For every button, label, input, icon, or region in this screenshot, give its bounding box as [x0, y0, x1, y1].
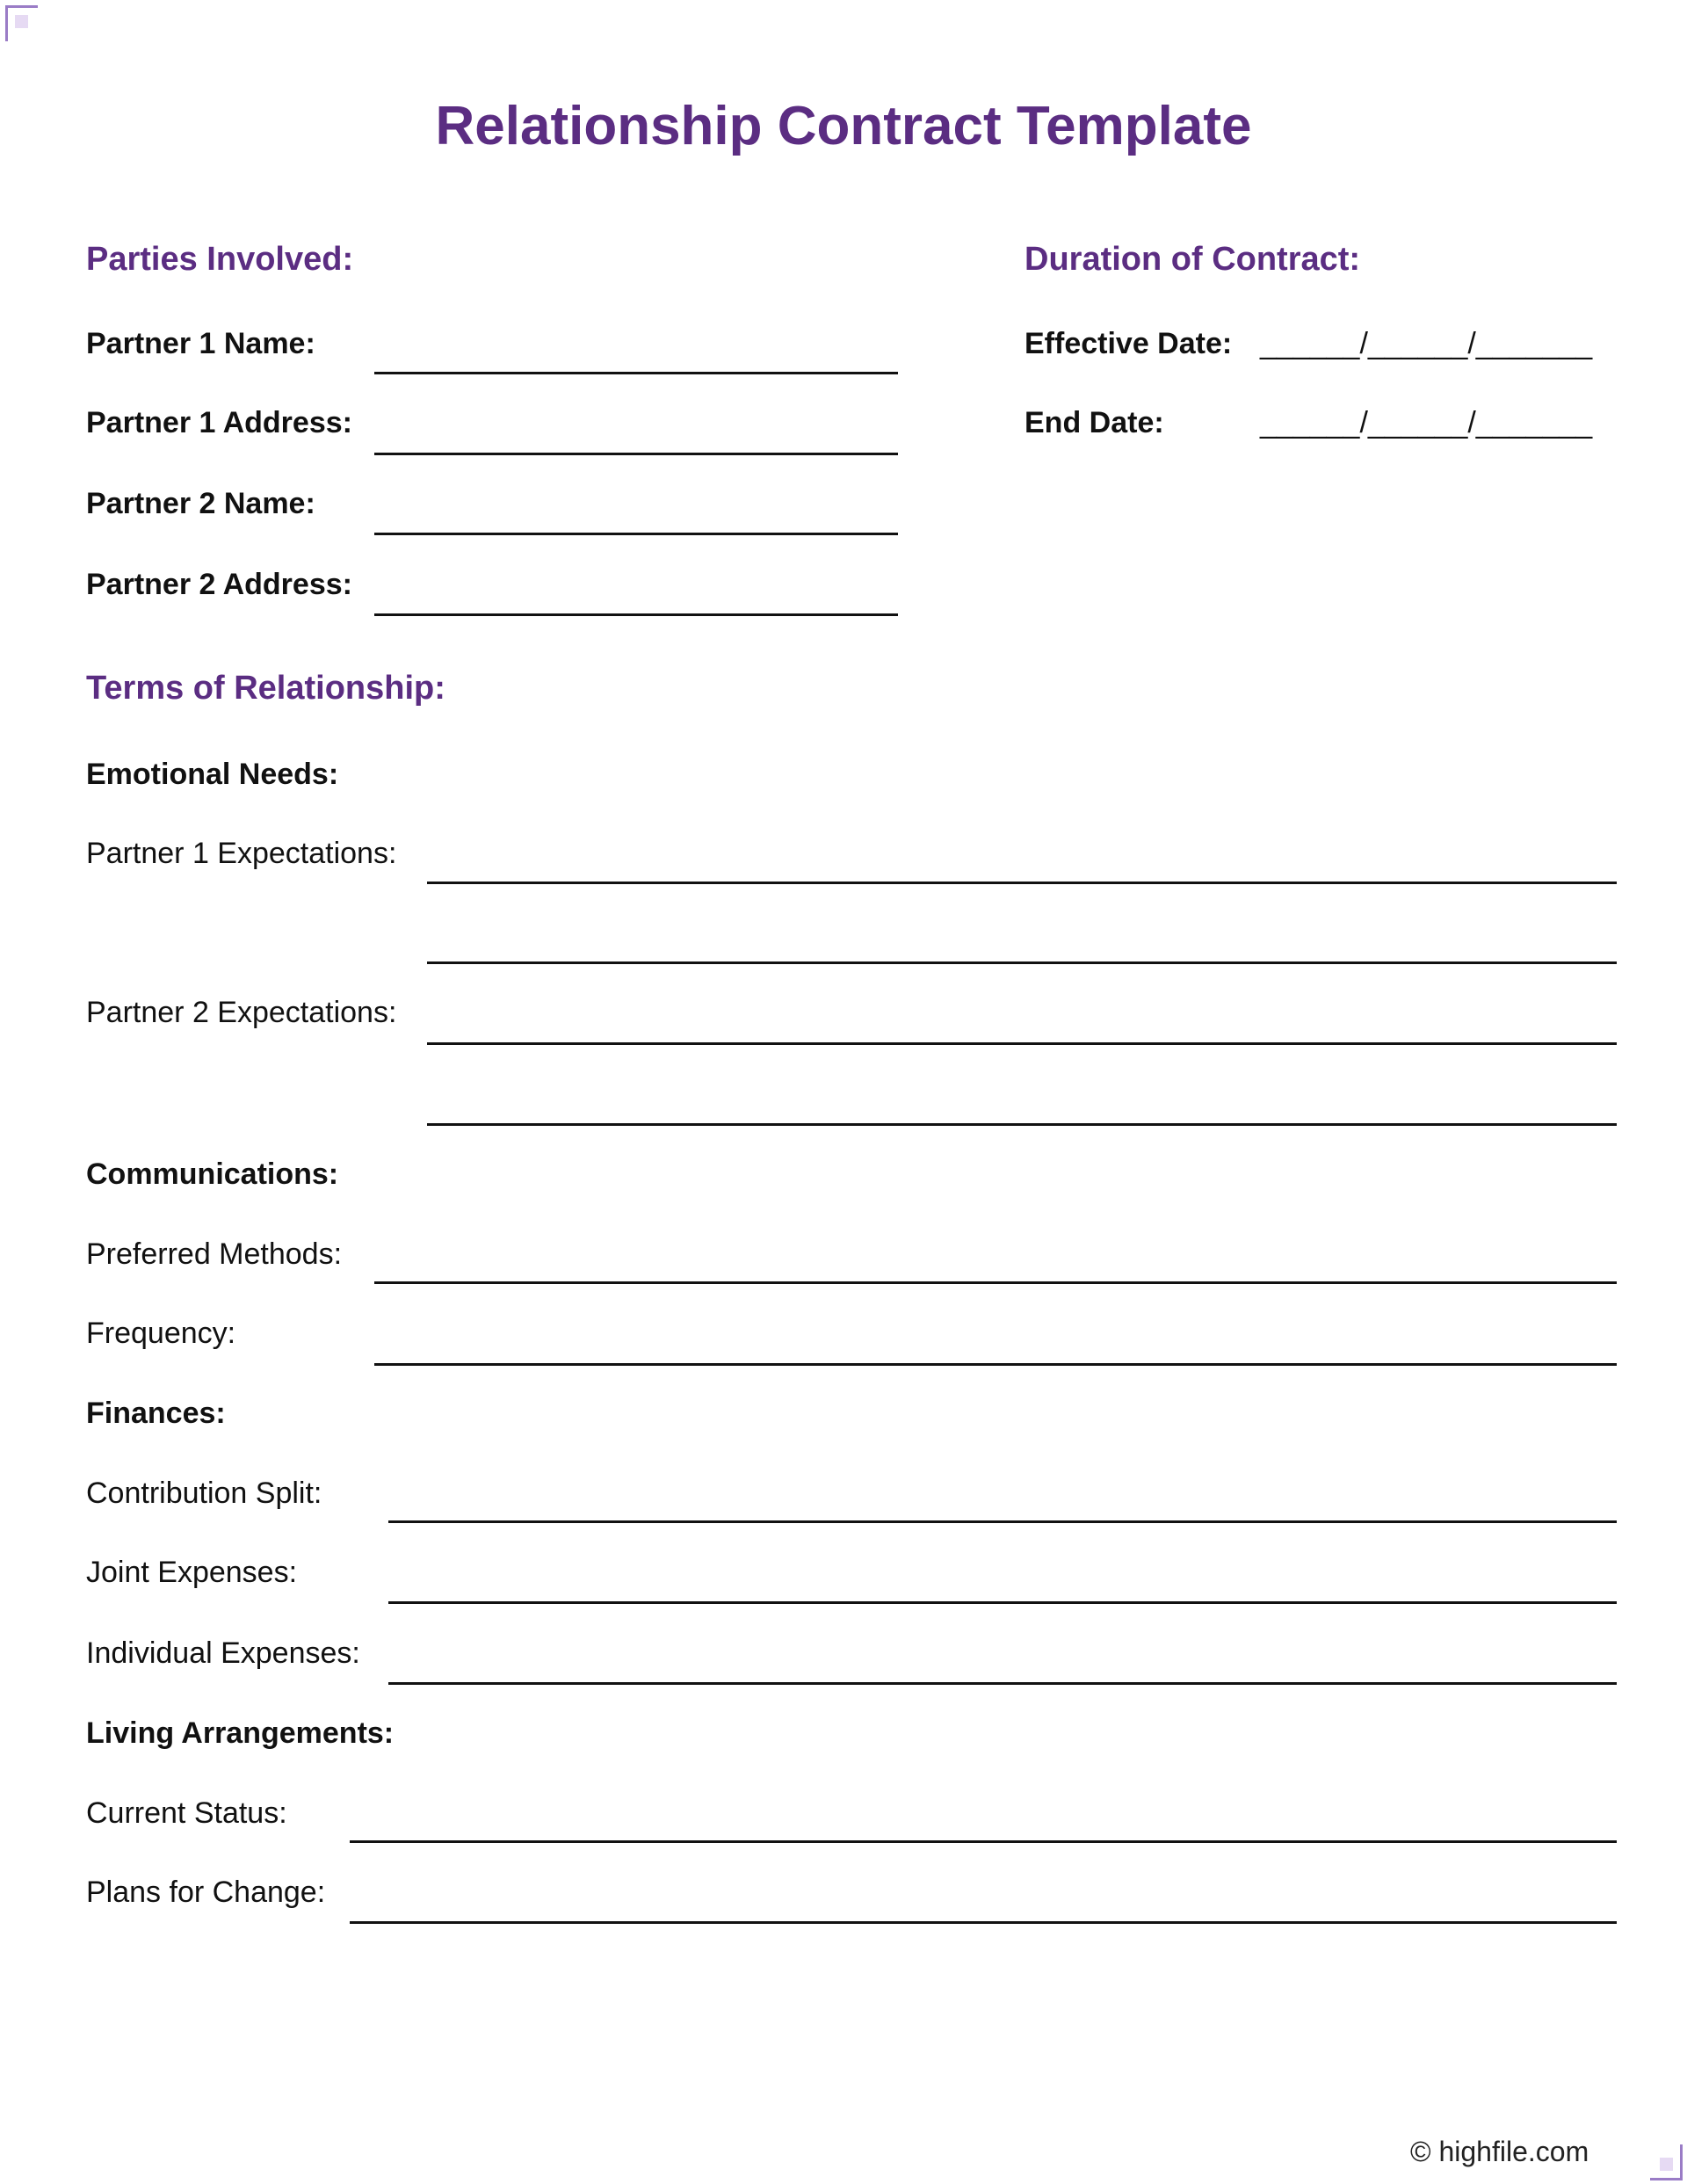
joint-expenses-field[interactable] [388, 1601, 1617, 1604]
partner1-address-label: Partner 1 Address: [86, 406, 352, 439]
individual-expenses-field[interactable] [388, 1682, 1617, 1685]
partner2-address-label: Partner 2 Address: [86, 568, 352, 601]
plans-for-change-field[interactable] [350, 1921, 1617, 1924]
duration-heading: Duration of Contract: [1025, 241, 1361, 278]
partner2-name-field[interactable] [374, 533, 898, 535]
corner-ornament-bottom-right [1650, 2144, 1683, 2180]
page-title: Relationship Contract Template [435, 96, 1252, 156]
effective-date-label: Effective Date: [1025, 327, 1233, 360]
frequency-label: Frequency: [86, 1317, 236, 1350]
emotional-needs-heading: Emotional Needs: [86, 758, 339, 791]
end-date-label: End Date: [1025, 406, 1164, 439]
frequency-field[interactable] [374, 1363, 1617, 1366]
end-date-field[interactable]: ______/______/_______ [1260, 406, 1593, 439]
contribution-split-field[interactable] [388, 1520, 1617, 1523]
footer-copyright: © highfile.com [1410, 2136, 1589, 2167]
individual-expenses-label: Individual Expenses: [86, 1636, 360, 1670]
finances-heading: Finances: [86, 1397, 226, 1430]
contribution-split-label: Contribution Split: [86, 1477, 322, 1510]
corner-ornament-top-left [5, 5, 38, 41]
partner2-expectations-line-1[interactable] [427, 1042, 1617, 1045]
joint-expenses-label: Joint Expenses: [86, 1556, 298, 1589]
plans-for-change-label: Plans for Change: [86, 1876, 326, 1909]
partner1-expectations-line-2[interactable] [427, 961, 1617, 964]
partner2-expectations-line-2[interactable] [427, 1123, 1617, 1126]
partner1-expectations-line-1[interactable] [427, 882, 1617, 884]
partner2-name-label: Partner 2 Name: [86, 487, 315, 520]
current-status-field[interactable] [350, 1840, 1617, 1843]
communications-heading: Communications: [86, 1157, 339, 1191]
preferred-methods-label: Preferred Methods: [86, 1237, 343, 1271]
partner1-name-field[interactable] [374, 372, 898, 374]
partner1-name-label: Partner 1 Name: [86, 327, 315, 360]
preferred-methods-field[interactable] [374, 1281, 1617, 1284]
current-status-label: Current Status: [86, 1796, 287, 1830]
terms-heading: Terms of Relationship: [86, 670, 445, 707]
partner1-expectations-label: Partner 1 Expectations: [86, 837, 397, 870]
effective-date-field[interactable]: ______/______/_______ [1260, 327, 1593, 360]
living-arrangements-heading: Living Arrangements: [86, 1716, 395, 1750]
partner2-expectations-label: Partner 2 Expectations: [86, 996, 397, 1029]
partner1-address-field[interactable] [374, 453, 898, 455]
partner2-address-field[interactable] [374, 613, 898, 616]
parties-heading: Parties Involved: [86, 241, 354, 278]
